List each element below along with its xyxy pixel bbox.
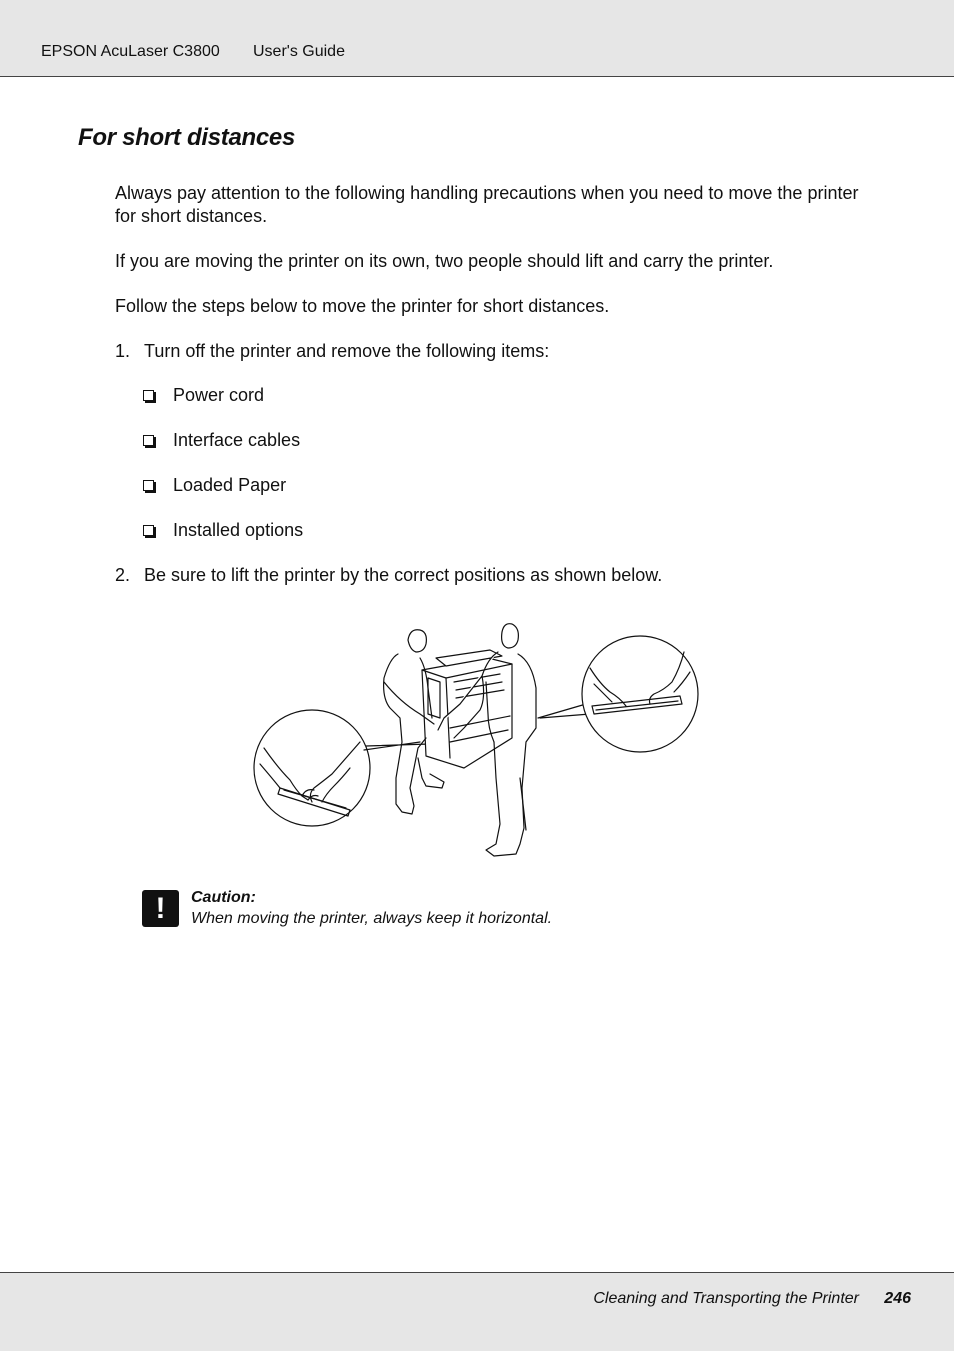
- lifting-illustration: [250, 618, 702, 862]
- section-title: For short distances: [78, 124, 296, 151]
- guide-name: User's Guide: [253, 43, 345, 60]
- exclamation-icon: !: [142, 890, 179, 927]
- checkbox-bullet-icon: [143, 480, 154, 491]
- step-text: Turn off the printer and remove the following items:: [144, 341, 550, 361]
- page-header: [0, 0, 954, 77]
- right-pointer-line: [538, 704, 590, 718]
- checkbox-bullet-icon: [143, 435, 154, 446]
- printer-drawing: [422, 650, 512, 768]
- list-item-text: Interface cables: [173, 430, 301, 450]
- product-name: EPSON AcuLaser C3800: [41, 43, 220, 60]
- list-item-text: Installed options: [173, 520, 304, 540]
- step-text: Be sure to lift the printer by the correct positions as shown below.: [144, 565, 663, 585]
- footer-section-title: Cleaning and Transporting the Printer: [593, 1290, 859, 1307]
- intro-paragraph: Always pay attention to the following handling precautions when you need to move the printer for short distances.: [115, 183, 859, 226]
- page-footer: [0, 1272, 954, 1351]
- page-number: 246: [884, 1290, 911, 1307]
- checkbox-bullet-icon: [143, 390, 154, 401]
- left-grip-detail: [254, 710, 370, 826]
- steps-intro-paragraph: Follow the steps below to move the printer for short distances.: [115, 296, 610, 316]
- step-number: 1.: [115, 341, 131, 361]
- caution-text: When moving the printer, always keep it horizontal.: [191, 910, 553, 927]
- checkbox-bullet-icon: [143, 525, 154, 536]
- lifting-paragraph: If you are moving the printer on its own, two people should lift and carry the printer.: [115, 251, 774, 271]
- list-item-text: Loaded Paper: [173, 475, 287, 495]
- step-number: 2.: [115, 565, 131, 585]
- list-item-text: Power cord: [173, 385, 265, 405]
- caution-title: Caution:: [191, 889, 256, 906]
- right-grip-detail: [582, 636, 698, 752]
